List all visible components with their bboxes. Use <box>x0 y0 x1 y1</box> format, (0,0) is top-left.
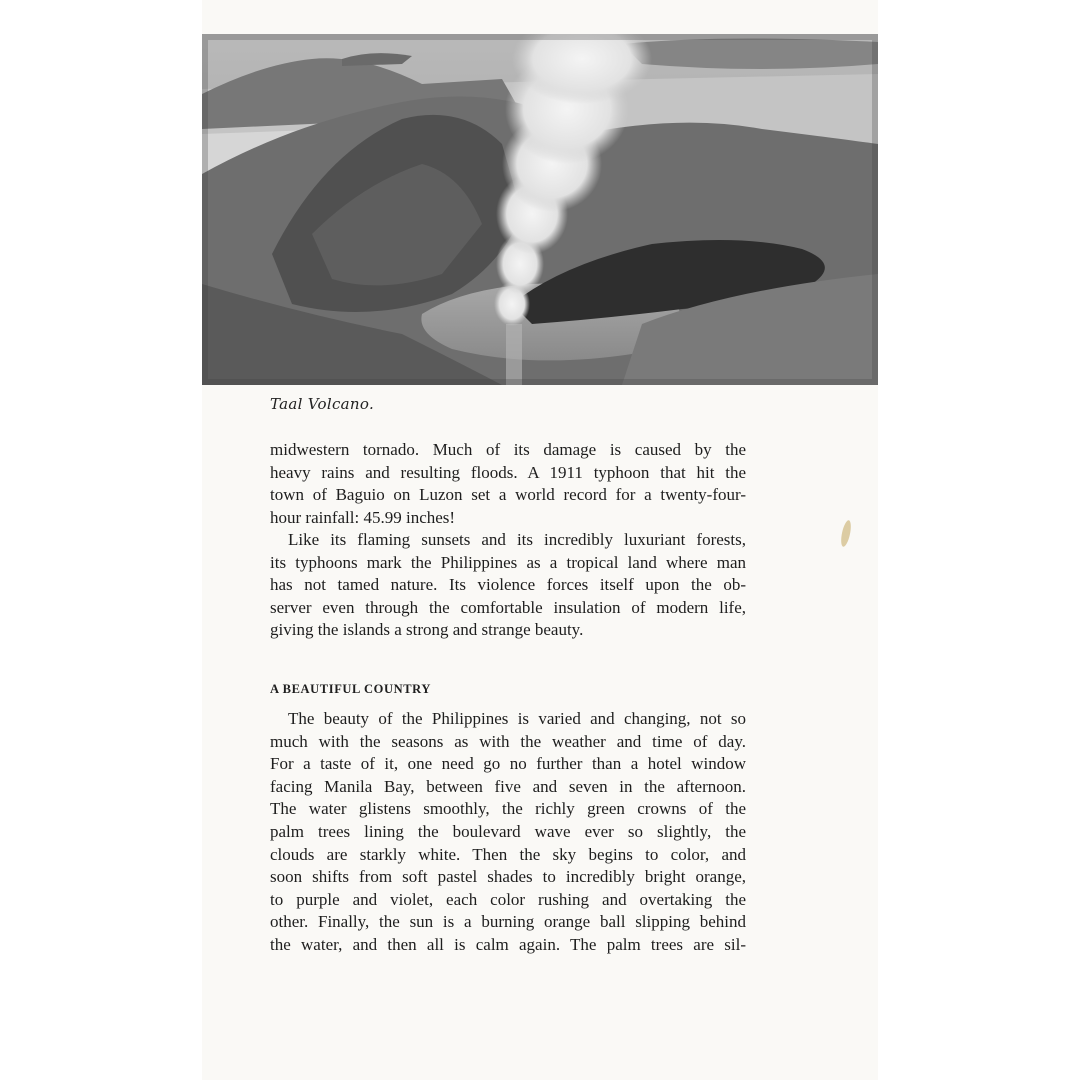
volcano-photo <box>202 34 878 385</box>
text-line: server even through the comfortable insulation of modern life, <box>270 597 746 617</box>
text-line: other. Finally, the sun is a burning orange ball slipping behind <box>270 912 746 932</box>
text-line: The beauty of the Philippines is varied and changing, not so <box>288 709 746 728</box>
paragraph-1 <box>270 439 746 529</box>
text-line: facing Manila Bay, between five and seven in the afternoon. <box>270 776 746 796</box>
text-line: palm trees lining the boulevard wave ever so slightly, the <box>270 821 746 841</box>
text-line: to purple and violet, each color rushing and overtaking the <box>270 889 746 909</box>
text-line: has not tamed nature. Its violence forces itself upon the ob- <box>270 575 746 595</box>
text-line: the water, and then all is calm again. The palm trees are sil- <box>270 934 746 954</box>
paragraph-3 <box>270 708 746 957</box>
text-line: soon shifts from soft pastel shades to incredibly bright orange, <box>270 867 746 887</box>
section-heading: A BEAUTIFUL COUNTRY <box>270 682 431 696</box>
paragraph-2 <box>270 529 746 642</box>
text-line: The water glistens smoothly, the richly green crowns of the <box>270 799 746 819</box>
text-line: Like its flaming sunsets and its incredibly luxuriant forests, <box>288 530 746 549</box>
text-line: its typhoons mark the Philippines as a tropical land where man <box>270 552 746 572</box>
text-line: giving the islands a strong and strange beauty. <box>270 620 584 640</box>
text-line: midwestern tornado. Much of its damage is caused by the <box>270 440 746 459</box>
text-line: heavy rains and resulting floods. A 1911 typhoon that hit the <box>270 462 746 482</box>
text-line: much with the seasons as with the weather and time of day. <box>270 731 746 751</box>
figure-caption: Taal Volcano. <box>270 395 375 413</box>
text-line: town of Baguio on Luzon set a world record for a twenty-four- <box>270 485 746 505</box>
text-line: hour rainfall: 45.99 inches! <box>270 507 456 527</box>
text-line: For a taste of it, one need go no further than a hotel window <box>270 754 746 774</box>
text-line: clouds are starkly white. Then the sky begins to color, and <box>270 844 746 864</box>
